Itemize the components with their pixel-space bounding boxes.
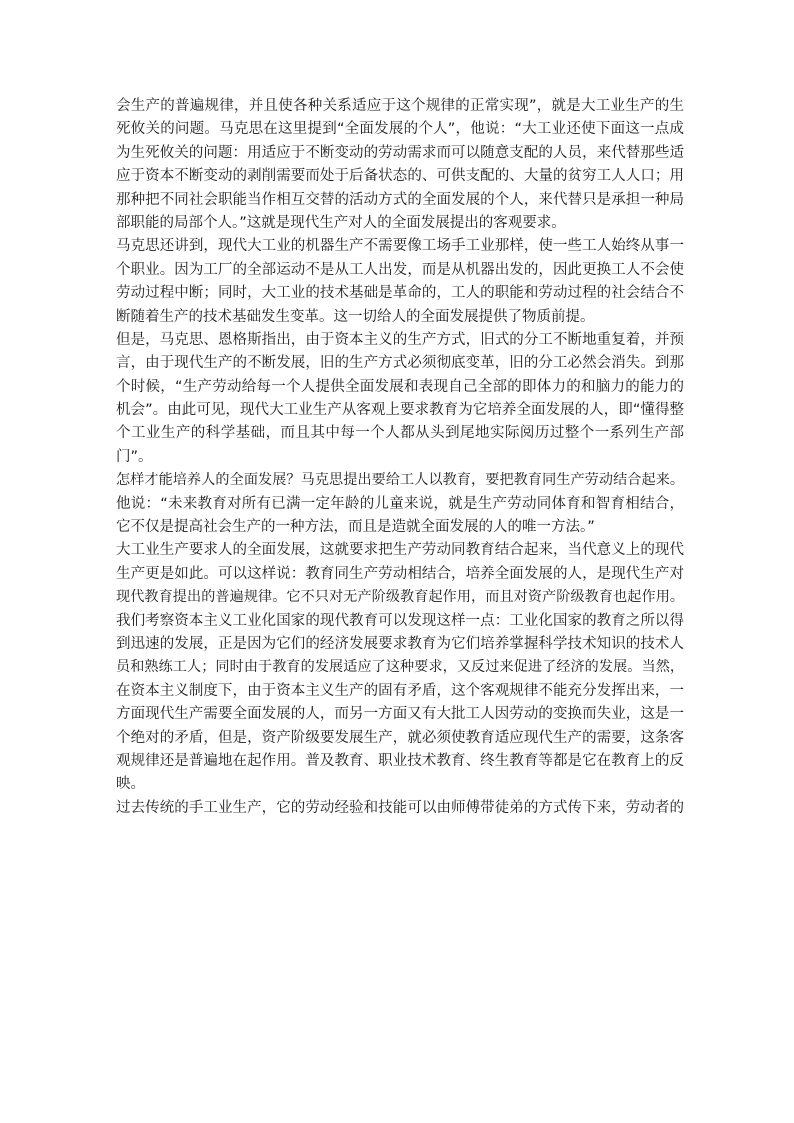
- text-line: 在资本主义制度下，由于资本主义生产的固有矛盾，这个客观规律不能充分发挥出来，一: [116, 682, 684, 699]
- text-line: 为生死攸关的问题：用适应于不断变动的劳动需求而可以随意支配的人员，来代替那些适: [116, 144, 684, 161]
- text-line: 马克思还讲到，现代大工业的机器生产不需要像工场手工业那样，使一些工人始终从事一: [116, 238, 684, 255]
- text-line: 劳动过程中断；同时，大工业的技术基础是革命的，工人的职能和劳动过程的社会结合不: [116, 285, 684, 302]
- text-line: 但是，马克思、恩格斯指出，由于资本主义的生产方式，旧式的分工不断地重复着，并预: [116, 331, 684, 348]
- text-line: 方面现代生产需要全面发展的人，而另一方面又有大批工人因劳动的变换而失业，这是一: [116, 706, 684, 723]
- text-line: 个时候，“生产劳动给每一个人提供全面发展和表现自己全部的即体力的和脑力的能力的: [116, 378, 684, 395]
- text-line: 断随着生产的技术基础发生变革。这一切给人的全面发展提供了物质前提。: [116, 308, 595, 325]
- text-line: 映。: [116, 776, 145, 793]
- text-line: 部职能的局部个人。”这就是现代生产对人的全面发展提出的客观要求。: [116, 214, 566, 231]
- text-line: 现代教育提出的普遍规律。它不只对无产阶级教育起作用，而且对资产阶级教育也起作用。: [116, 589, 684, 606]
- text-line: 机会”。由此可见，现代大工业生产从客观上要求教育为它培养全面发展的人，即“懂得整: [116, 402, 684, 419]
- text-line: 员和熟练工人；同时由于教育的发展适应了这种要求，又反过来促进了经济的发展。当然，: [116, 659, 684, 676]
- text-line: 言，由于现代生产的不断发展，旧的生产方式必须彻底变革，旧的分工必然会消失。到那: [116, 355, 684, 372]
- text-line: 过去传统的手工业生产，它的劳动经验和技能可以由师傅带徒弟的方式传下来，劳动者的: [116, 799, 684, 816]
- text-line: 怎样才能培养人的全面发展？马克思提出要给工人以教育，要把教育同生产劳动结合起来。: [116, 472, 684, 489]
- text-line: 大工业生产要求人的全面发展，这就要求把生产劳动同教育结合起来，当代意义上的现代: [116, 542, 684, 559]
- text-line: 生产更是如此。可以这样说：教育同生产劳动相结合，培养全面发展的人，是现代生产对: [116, 565, 684, 582]
- text-line: 到迅速的发展，正是因为它们的经济发展要求教育为它们培养掌握科学技术知识的技术人: [116, 635, 684, 652]
- text-line: 我们考察资本主义工业化国家的现代教育可以发现这样一点：工业化国家的教育之所以得: [116, 612, 684, 629]
- text-line: 他说：“未来教育对所有已满一定年龄的儿童来说，就是生产劳动同体育和智育相结合，: [116, 495, 684, 512]
- text-line: 观规律还是普遍地在起作用。普及教育、职业技术教育、终生教育等都是它在教育上的反: [116, 752, 684, 769]
- text-line: 它不仅是提高社会生产的一种方法，而且是造就全面发展的人的唯一方法。”: [116, 519, 595, 536]
- text-line: 应于资本不断变动的剥削需要而处于后备状态的、可供支配的、大量的贫穷工人人口；用: [116, 168, 684, 185]
- text-line: 死攸关的问题。马克思在这里提到“全面发展的个人”，他说：“大工业还使下面这一点成: [116, 121, 684, 138]
- text-line: 会生产的普遍规律，并且使各种关系适应于这个规律的正常实现”，就是大工业生产的生: [116, 98, 684, 114]
- text-line: 个工业生产的科学基础，而且其中每一个人都从头到尾地实际阅历过整个一系列生产部: [116, 425, 684, 442]
- text-line: 门”。: [116, 448, 153, 465]
- body-text: [116, 95, 684, 820]
- text-line: 个职业。因为工厂的全部运动不是从工人出发，而是从机器出发的，因此更换工人不会使: [116, 261, 684, 278]
- text-line: 个绝对的矛盾，但是，资产阶级要发展生产，就必须使教育适应现代生产的需要，这条客: [116, 729, 684, 746]
- text-line: 那种把不同社会职能当作相互交替的活动方式的全面发展的个人，来代替只是承担一种局: [116, 191, 684, 208]
